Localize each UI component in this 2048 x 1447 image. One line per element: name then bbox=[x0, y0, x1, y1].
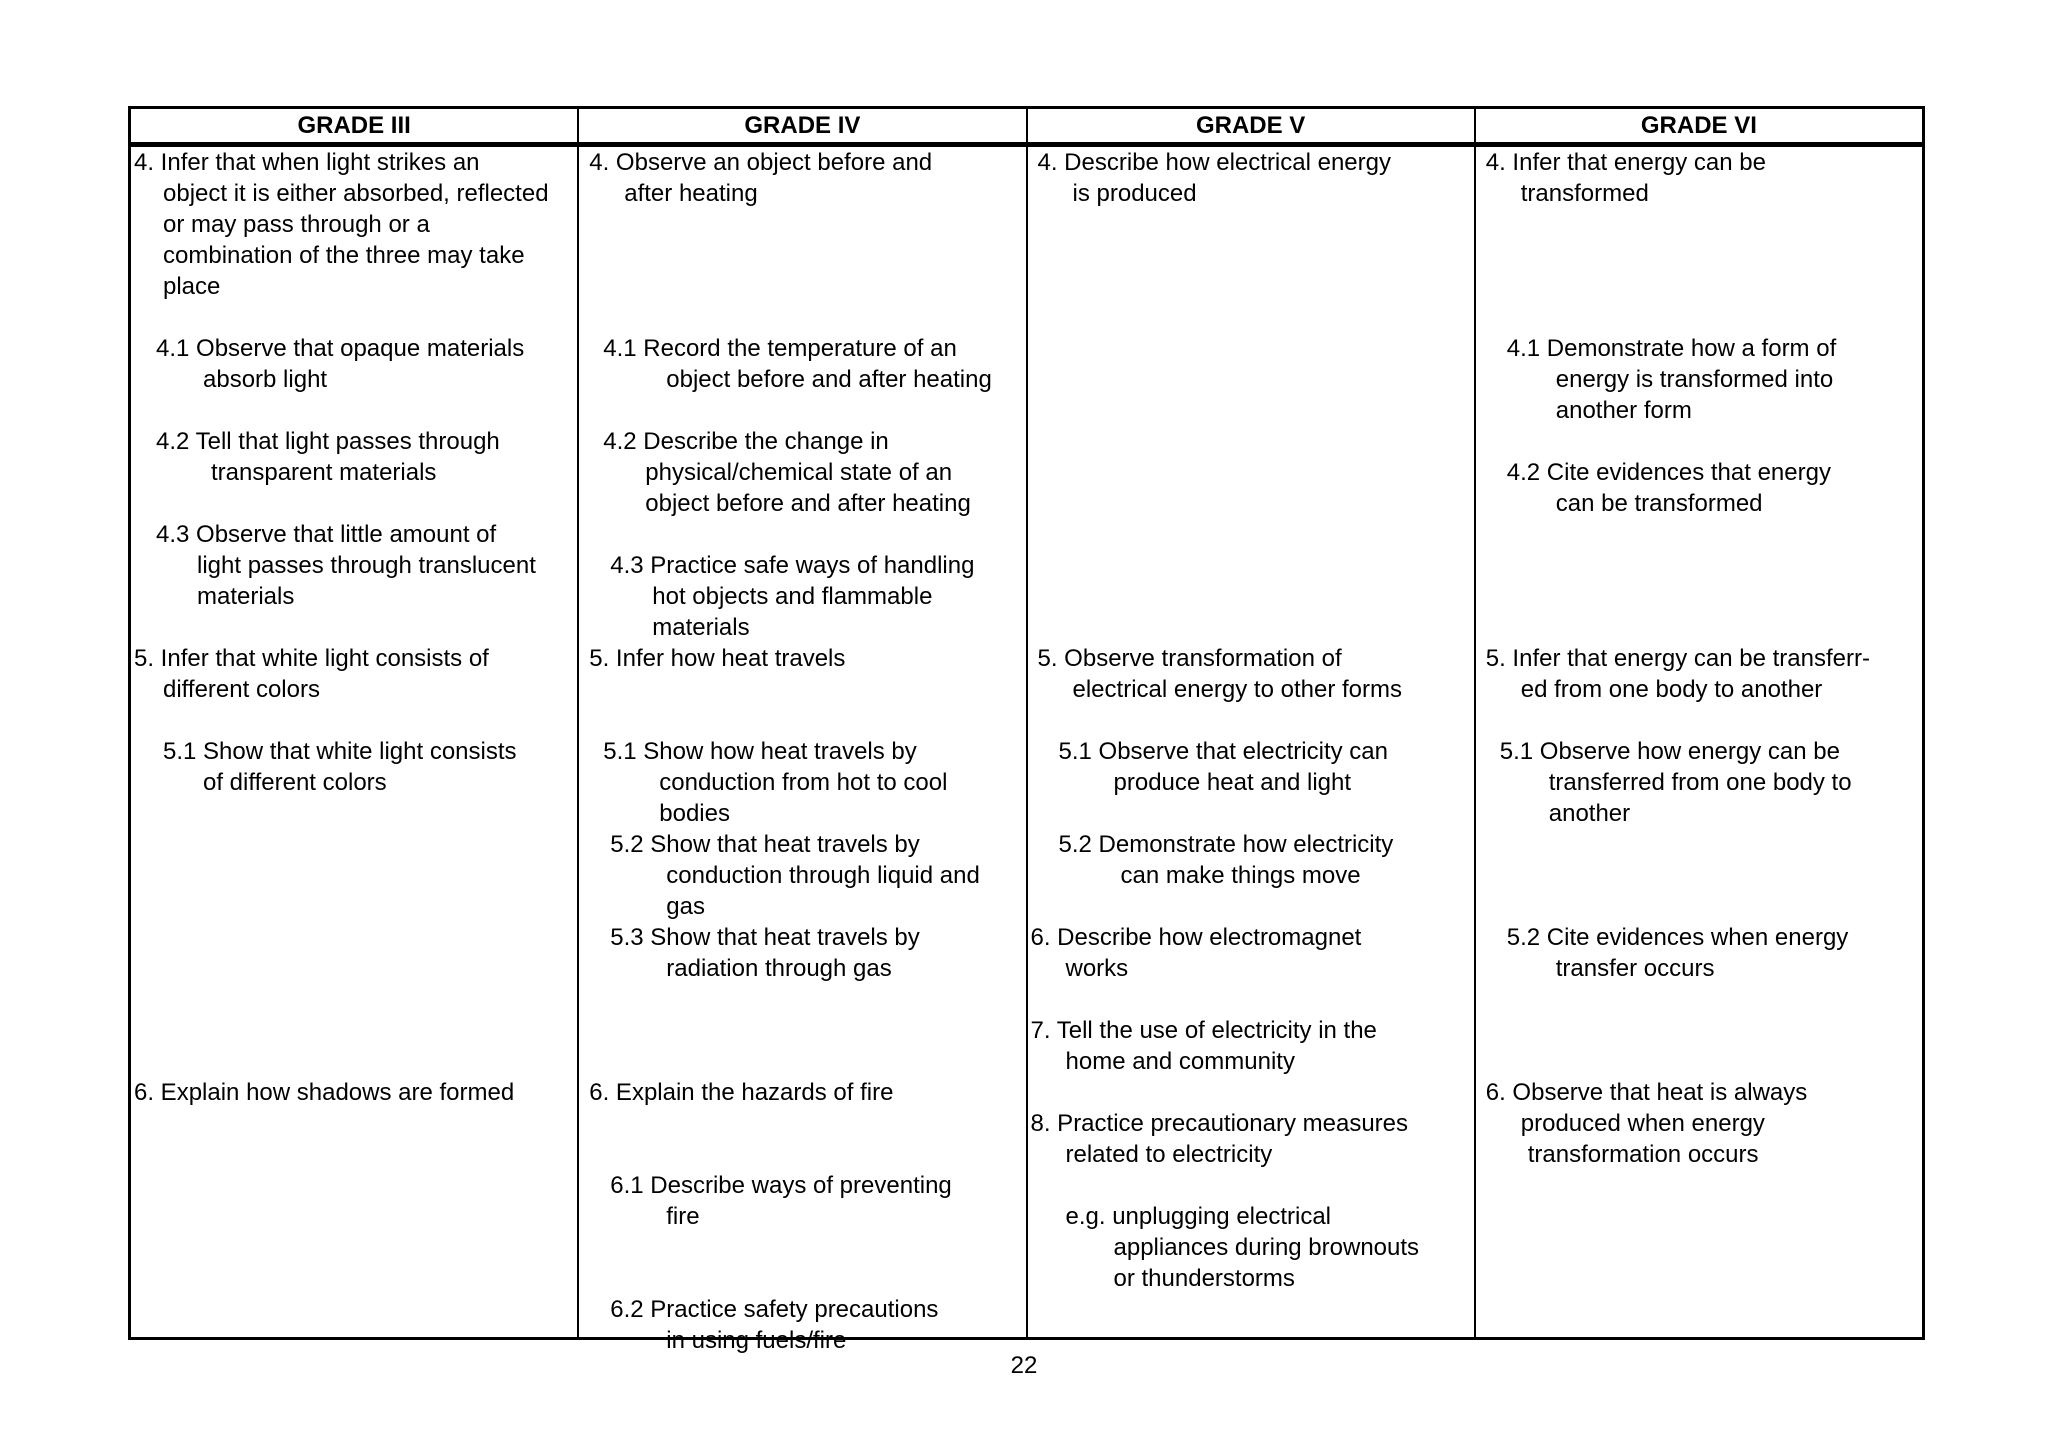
text-line: 4. Infer that when light strikes an bbox=[134, 149, 480, 176]
text-line: fire bbox=[666, 1203, 700, 1230]
text-line: after heating bbox=[624, 180, 758, 207]
text-line: object it is either absorbed, reflected bbox=[163, 180, 549, 207]
text-line: 5. Infer how heat travels bbox=[589, 645, 846, 672]
text-line: 6. Observe that heat is always bbox=[1485, 1079, 1808, 1106]
page-number: 22 bbox=[1010, 1352, 1038, 1379]
text-line: 5.1 Observe how energy can be bbox=[1499, 738, 1840, 765]
header-grade-v: GRADE V bbox=[1028, 109, 1476, 142]
text-line: materials bbox=[652, 614, 750, 641]
text-line: transparent materials bbox=[211, 459, 437, 486]
text-line: 4. Infer that energy can be bbox=[1485, 149, 1766, 176]
text-line: object before and after heating bbox=[645, 490, 971, 517]
header-grade-iii: GRADE III bbox=[131, 109, 579, 142]
text-line: 6. Explain the hazards of fire bbox=[589, 1079, 894, 1106]
text-line: absorb light bbox=[203, 366, 328, 393]
text-line: 4.2 Describe the change in bbox=[603, 428, 889, 455]
text-line: ed from one body to another bbox=[1520, 676, 1823, 703]
text-line: radiation through gas bbox=[666, 955, 892, 982]
text-line: 5.1 Show how heat travels by bbox=[603, 738, 917, 765]
text-line: of different colors bbox=[203, 769, 387, 796]
text-line: hot objects and flammable bbox=[652, 583, 933, 610]
text-line: 8. Practice precautionary measures bbox=[1030, 1110, 1409, 1137]
text-line: 6.2 Practice safety precautions bbox=[610, 1296, 939, 1323]
text-line: 4.3 Observe that little amount of bbox=[156, 521, 497, 548]
text-line: gas bbox=[666, 893, 705, 920]
text-line: another bbox=[1548, 800, 1631, 827]
text-line: electrical energy to other forms bbox=[1072, 676, 1402, 703]
text-line: energy is transformed into bbox=[1555, 366, 1834, 393]
text-line: transfer occurs bbox=[1555, 955, 1715, 982]
text-line: 5.3 Show that heat travels by bbox=[610, 924, 920, 951]
column-grade-vi bbox=[1476, 147, 1922, 1337]
text-line: 4.2 Tell that light passes through bbox=[156, 428, 500, 455]
text-line: or thunderstorms bbox=[1113, 1265, 1295, 1292]
table-header-row bbox=[131, 109, 1922, 147]
text-line: conduction through liquid and bbox=[666, 862, 980, 889]
text-line: transformed bbox=[1520, 180, 1649, 207]
text-line: 4.1 Demonstrate how a form of bbox=[1506, 335, 1837, 362]
text-line: another form bbox=[1555, 397, 1692, 424]
text-line: produced when energy bbox=[1520, 1110, 1765, 1137]
text-line: transformation occurs bbox=[1527, 1141, 1759, 1168]
text-line: object before and after heating bbox=[666, 366, 992, 393]
text-line: 4.2 Cite evidences that energy bbox=[1506, 459, 1831, 486]
text-line: home and community bbox=[1065, 1048, 1295, 1075]
column-grade-iv bbox=[579, 147, 1027, 1354]
text-line: 5. Infer that white light consists of bbox=[134, 645, 489, 672]
text-line: works bbox=[1065, 955, 1129, 982]
text-line: bodies bbox=[659, 800, 730, 827]
text-line: physical/chemical state of an bbox=[645, 459, 953, 486]
text-line: 6.1 Describe ways of preventing bbox=[610, 1172, 952, 1199]
text-line: 4. Observe an object before and bbox=[589, 149, 933, 176]
column-grade-v bbox=[1028, 147, 1476, 1337]
header-grade-iv: GRADE IV bbox=[579, 109, 1027, 142]
column-grade-iii bbox=[131, 147, 579, 1337]
text-line: materials bbox=[197, 583, 295, 610]
text-line: 5. Infer that energy can be transferr- bbox=[1485, 645, 1870, 672]
text-line: 5.2 Demonstrate how electricity bbox=[1058, 831, 1394, 858]
text-line: can make things move bbox=[1120, 862, 1361, 889]
text-line: 6. Describe how electromagnet bbox=[1030, 924, 1362, 951]
text-line: related to electricity bbox=[1065, 1141, 1273, 1168]
text-line: conduction from hot to cool bbox=[659, 769, 948, 796]
text-line: is produced bbox=[1072, 180, 1197, 207]
text-line: 5.1 Show that white light consists bbox=[163, 738, 517, 765]
text-line: different colors bbox=[163, 676, 320, 703]
text-line: e.g. unplugging electrical bbox=[1065, 1203, 1332, 1230]
curriculum-table bbox=[128, 106, 1925, 1354]
text-line: place bbox=[163, 273, 221, 300]
text-line: 5.2 Cite evidences when energy bbox=[1506, 924, 1849, 951]
text-line: can be transformed bbox=[1555, 490, 1763, 517]
text-line: 5.1 Observe that electricity can bbox=[1058, 738, 1388, 765]
text-line: 4.1 Record the temperature of an bbox=[603, 335, 957, 362]
text-line: 4. Describe how electrical energy bbox=[1037, 149, 1391, 176]
text-line: or may pass through or a bbox=[163, 211, 430, 238]
text-line: light passes through translucent bbox=[197, 552, 536, 579]
text-line: 6. Explain how shadows are formed bbox=[134, 1079, 515, 1106]
text-line: transferred from one body to bbox=[1548, 769, 1852, 796]
text-line: produce heat and light bbox=[1113, 769, 1352, 796]
text-line: 4.3 Practice safe ways of handling bbox=[610, 552, 975, 579]
text-line: 5.2 Show that heat travels by bbox=[610, 831, 920, 858]
text-line: in using fuels/fire bbox=[666, 1327, 847, 1354]
text-line: 5. Observe transformation of bbox=[1037, 645, 1342, 672]
table-body-row bbox=[131, 147, 1922, 1354]
text-line: combination of the three may take bbox=[163, 242, 525, 269]
text-line: appliances during brownouts bbox=[1113, 1234, 1420, 1261]
header-grade-vi: GRADE VI bbox=[1640, 112, 1757, 139]
text-line: 7. Tell the use of electricity in the bbox=[1030, 1017, 1377, 1044]
text-line: 4.1 Observe that opaque materials bbox=[156, 335, 525, 362]
